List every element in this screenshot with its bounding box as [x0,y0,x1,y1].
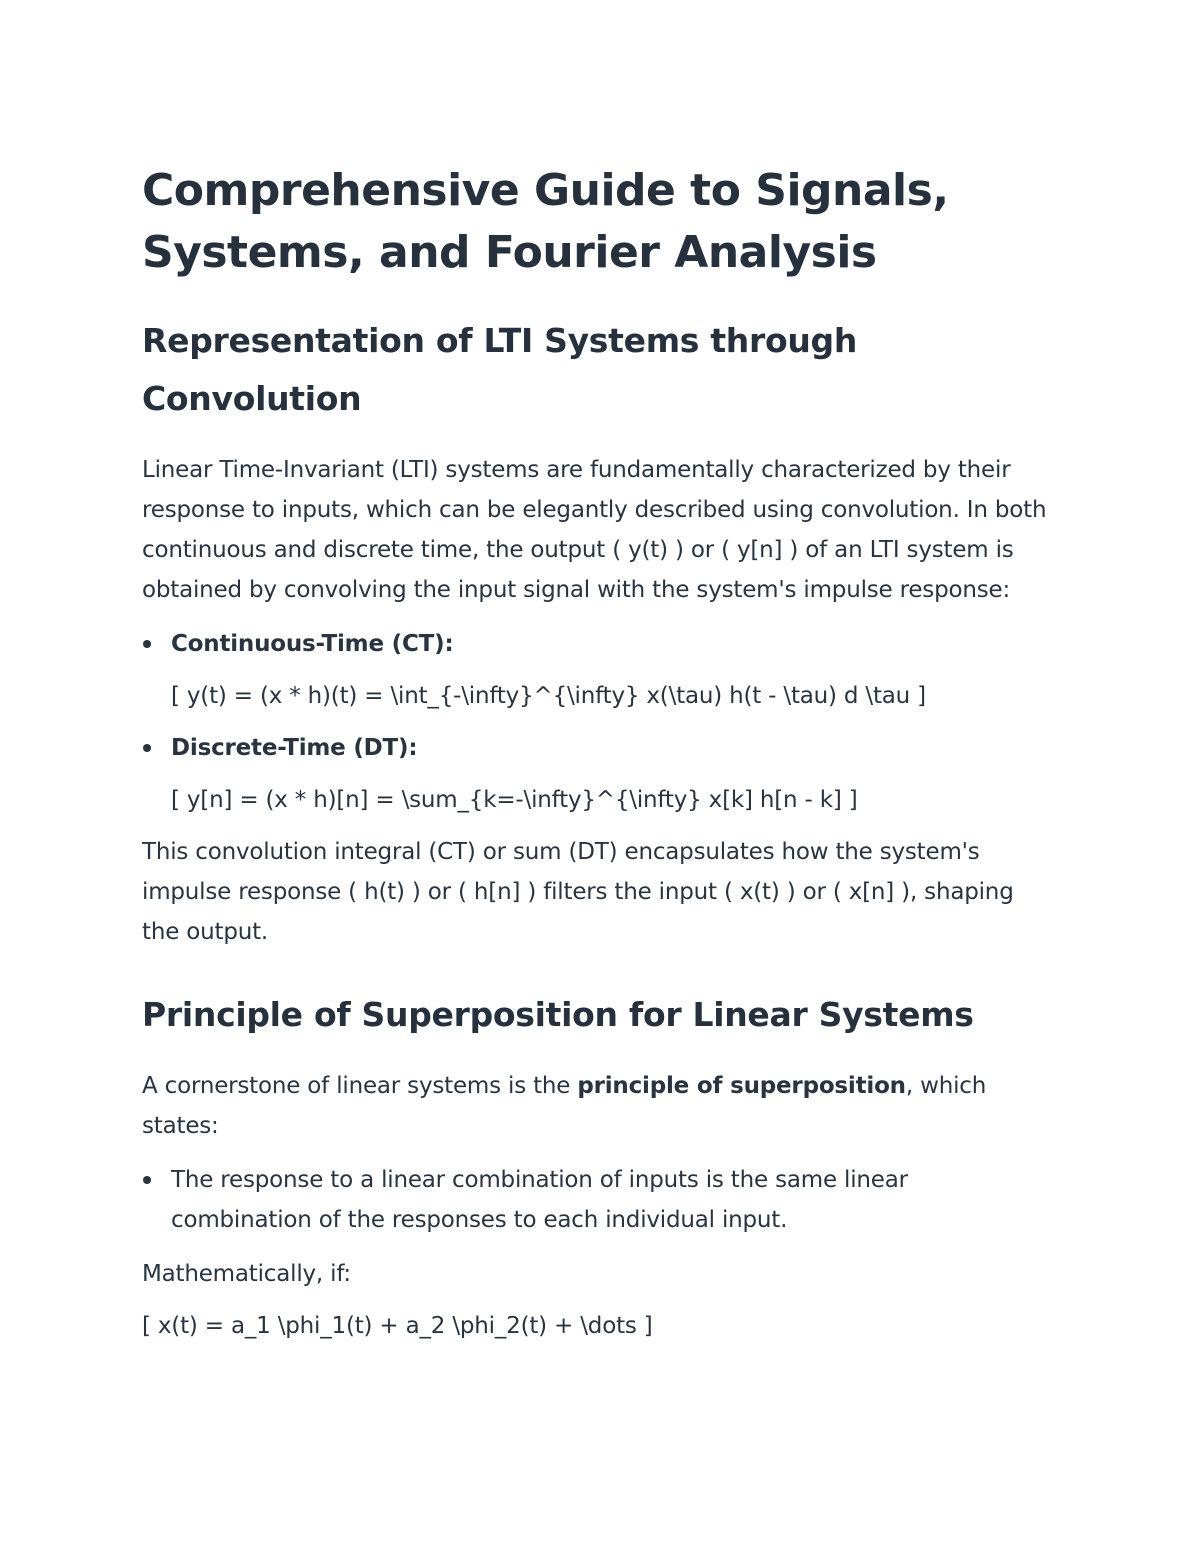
convolution-bullet-list [142,624,1052,820]
bullet-label-dt: Discrete-Time (DT): [171,735,418,761]
formula-dt: [ y[n] = (x * h)[n] = \sum_{k=-\infty}^{\infty} x[k] h[n - k] ] [171,787,858,813]
list-item-superposition [142,1160,1052,1240]
list-item-continuous-time [142,624,1052,716]
superposition-intro-before: A cornerstone of linear systems is the [142,1073,578,1099]
formula-superposition: [ x(t) = a_1 \phi_1(t) + a_2 \phi_2(t) + \dots ] [142,1313,653,1339]
superposition-intro-bold: principle of superposition [577,1073,906,1099]
superposition-intro-after: , which states: [142,1073,987,1139]
formula-ct: [ y(t) = (x * h)(t) = \int_{-\infty}^{\infty} x(\tau) h(t - \tau) d \tau ] [171,683,926,709]
superposition-bullet-list [142,1160,1052,1240]
bullet-label-ct: Continuous-Time (CT): [171,631,454,657]
list-item-discrete-time [142,728,1052,820]
bullet-dot-icon [143,640,151,648]
math-lead-paragraph: Mathematically, if: [142,1261,351,1287]
superposition-bullet-text: The response to a linear combination of inputs is the same linear combination of the responses to each individual input. [171,1167,908,1233]
document-title: Comprehensive Guide to Signals, Systems, and Fourier Analysis [142,165,949,278]
document-content [142,160,1052,1346]
bullet-dot-icon [143,744,151,752]
bullet-dot-icon [143,1176,151,1184]
convolution-outro-paragraph: This convolution integral (CT) or sum (DT) encapsulates how the system's impulse response ( h(t) ) or ( h[n] ) filters the input ( x(t) ) or ( x[n] ), shaping the output. [142,839,1014,945]
convolution-intro-paragraph: Linear Time-Invariant (LTI) systems are fundamentally characterized by their response to inputs, which can be elegantly described using convolution. In both continuous and discrete time, the output ( y(t) ) or ( y[n] ) of an LTI system is obtained by convolving the input signal with the system's impulse response: [142,457,1047,603]
section-heading-superposition: Principle of Superposition for Linear Systems [142,995,974,1034]
section-heading-convolution: Representation of LTI Systems through Convolution [142,321,858,418]
superposition-intro-paragraph [142,1066,1052,1146]
